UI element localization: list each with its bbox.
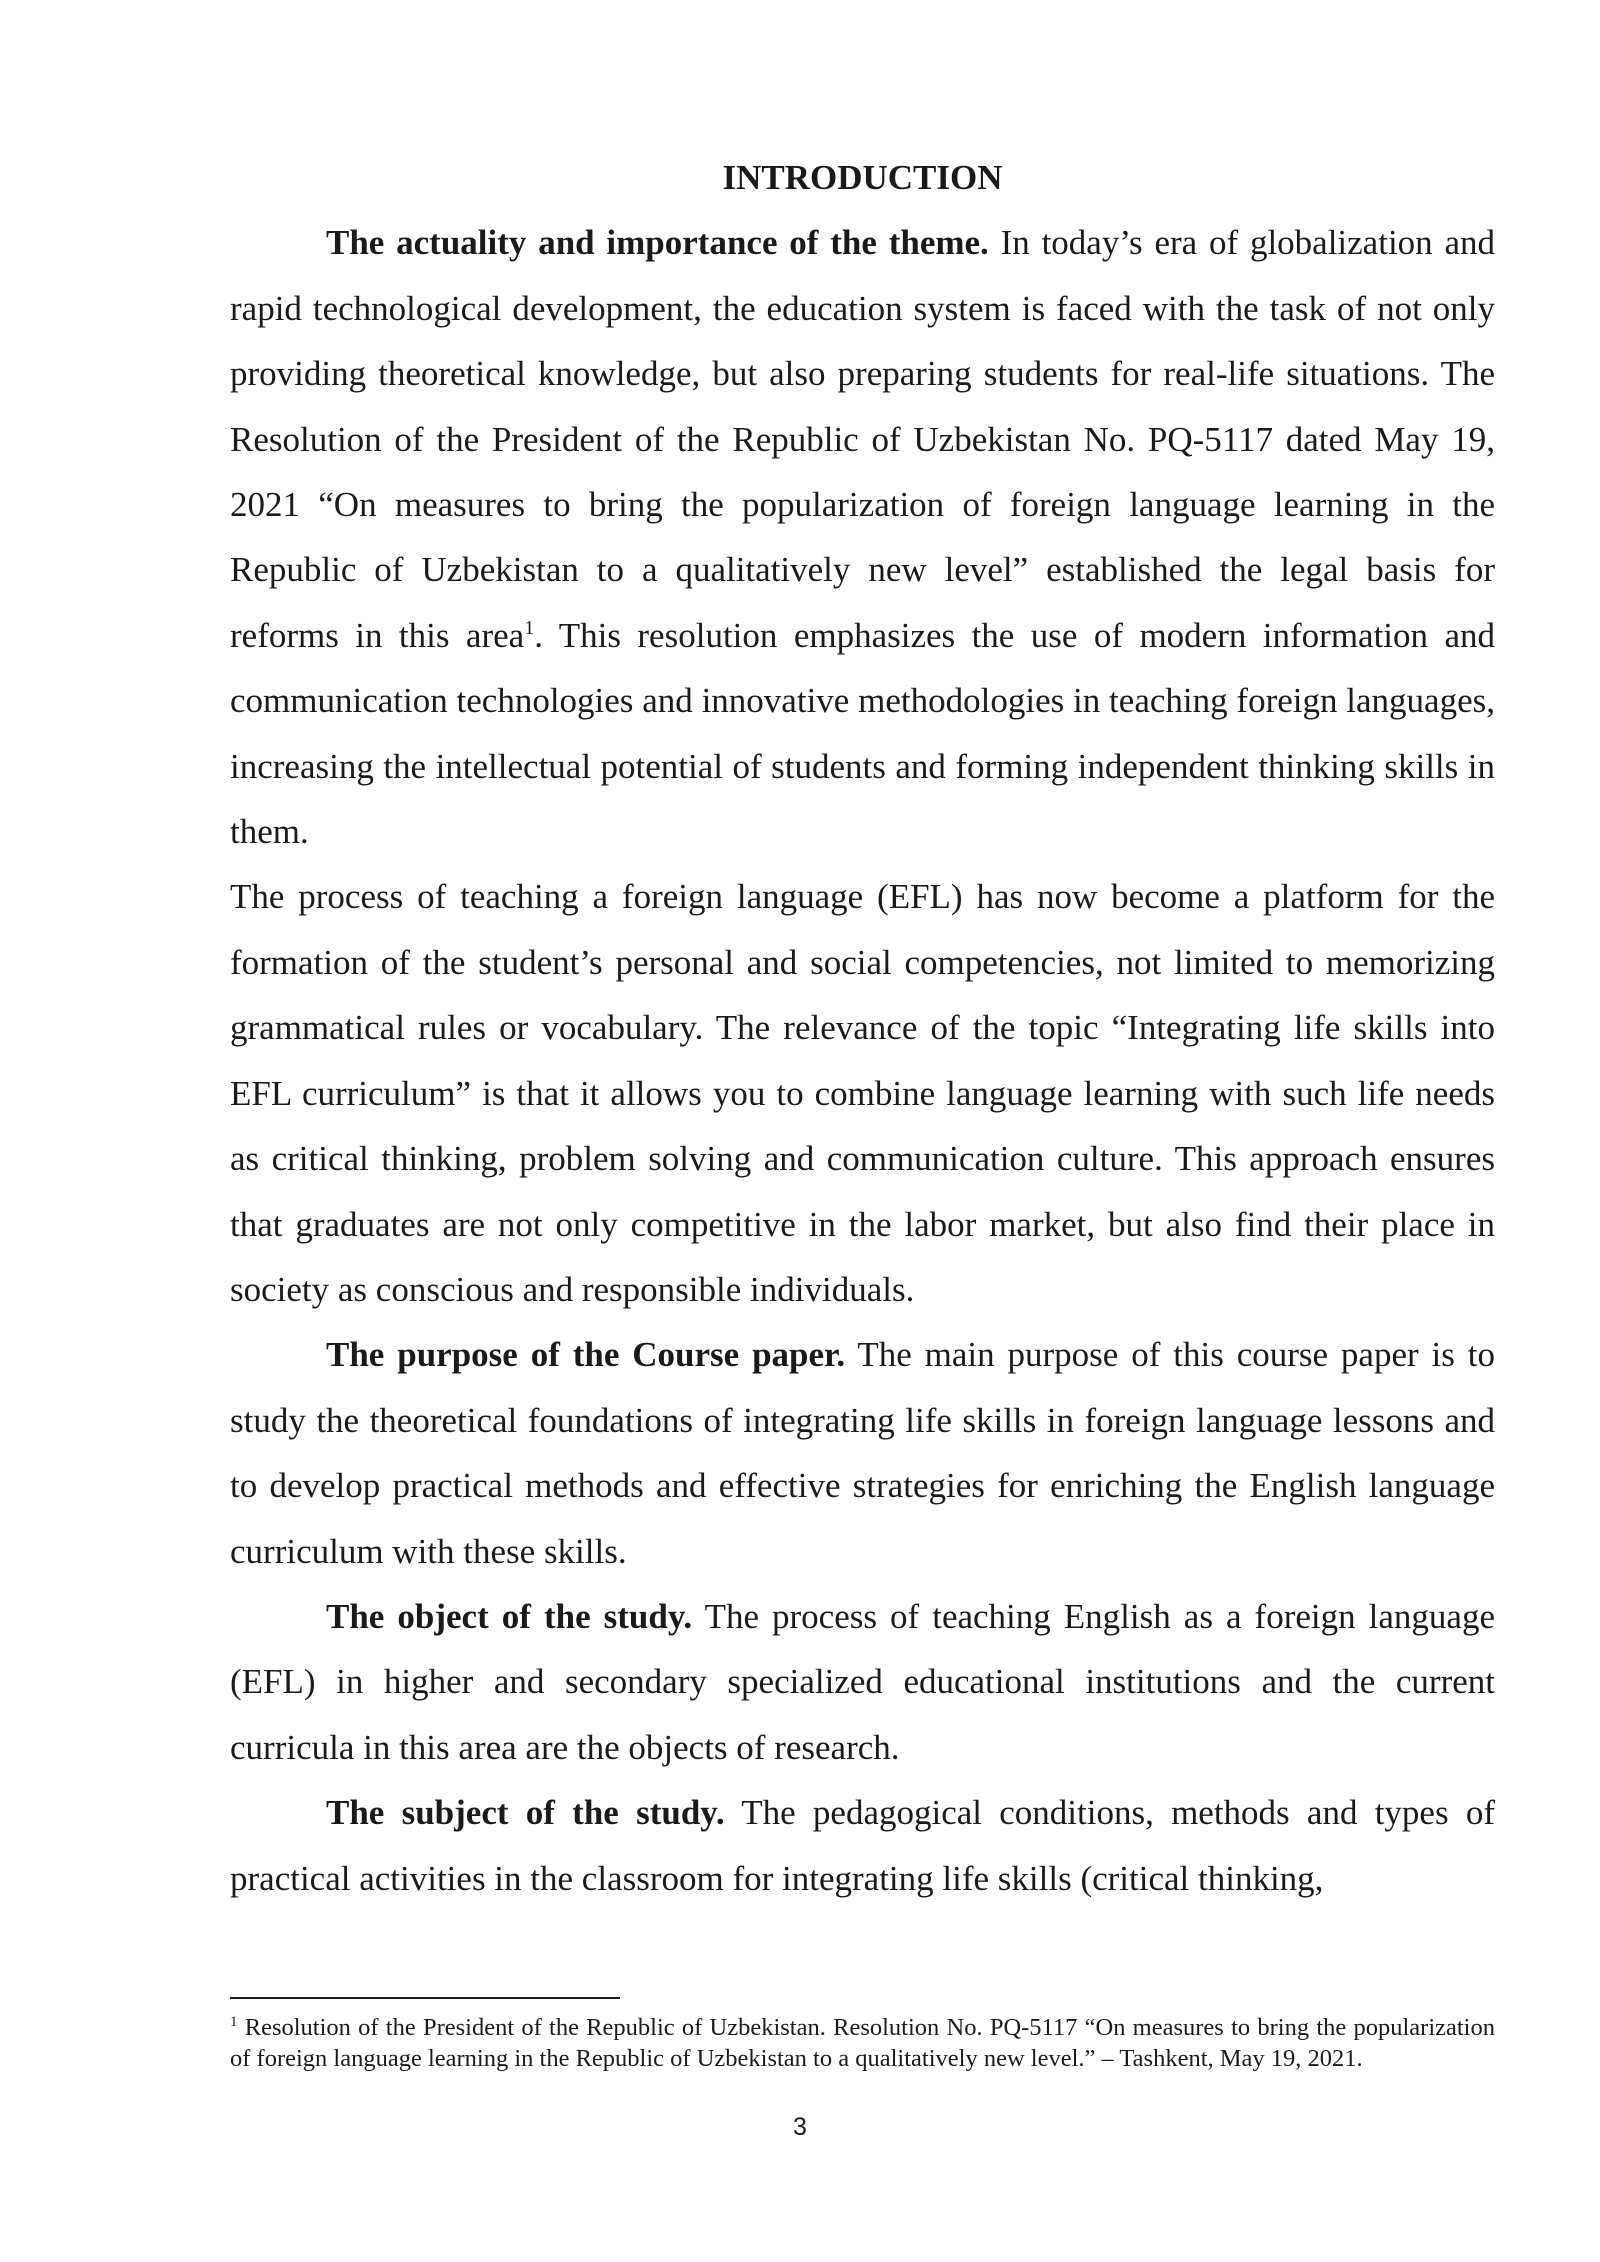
paragraph-subject [230,1780,1495,1911]
paragraph-relevance: The process of teaching a foreign language (EFL) has now become a platform for the formation of the student’s personal and social competencies, not limited to memorizing grammatical rules or vocabulary. The relevance of the topic “Integrating life skills into EFL curriculum” is that it allows you to combine language learning with such life needs as critical thinking, problem solving and communication culture. This approach ensures that graduates are not only competitive in the labor market, but also find their place in society as conscious and responsible individuals. [230,877,1495,1309]
paragraph-text: . This resolution emphasizes the use of modern information and communication technologies and innovative methodologies in teaching foreign languages, increasing the intellectual potential of students and forming independent thinking skills in them. [230,615,1495,852]
footnote-marker: 1 [230,2014,238,2030]
paragraph-text: The main purpose of this course paper is to study the theoretical foundations of integrating life skills in foreign language lessons and to develop practical methods and effective strategies for enriching the English language curriculum with these skills. [230,1335,1495,1571]
paragraph-text: The process of teaching English as a foreign language (EFL) in higher and secondary specialized educational institutions and the current curricula in this area are the objects of research. [230,1596,1495,1767]
page-number: 3 [793,2113,807,2141]
footnote-reference[interactable]: 1 [524,616,535,639]
paragraph-object [230,1584,1495,1780]
page-title: INTRODUCTION [722,158,1003,197]
paragraph-text: The pedagogical conditions, methods and types of practical activities in the classroom for integrating life skills (critical thinking, [230,1793,1495,1898]
paragraph-actuality [230,210,1495,864]
body-text [230,145,1495,1911]
paragraph-lead: The purpose of the Course paper. [326,1335,846,1375]
paragraph-purpose [230,1322,1495,1584]
paragraph-text: In today’s era of globalization and rapid technological development, the education system is faced with the task of not only providing theoretical knowledge, but also preparing students for real-life situations. The Resolution of the President of the Republic of Uzbekistan No. PQ-5117 dated May 19, 2021 “On measures to bring the popularization of foreign language learning in the Republic of Uzbekistan to a qualitatively new level” established the legal basis for reforms in this area [230,223,1495,655]
paragraph-lead: The subject of the study. [326,1793,725,1833]
footnote-text: Resolution of the President of the Republic of Uzbekistan. Resolution No. PQ-5117 “On measures to bring the popularization of foreign language learning in the Republic of Uzbekistan to a qualitatively new level.” – Tashkent, May 19, 2021. [230,2014,1495,2072]
paragraph-lead: The object of the study. [326,1596,693,1636]
paragraph-lead: The actuality and importance of the theme. [326,223,989,263]
footnote-separator [230,1997,620,1999]
footnote [230,2012,1495,2074]
